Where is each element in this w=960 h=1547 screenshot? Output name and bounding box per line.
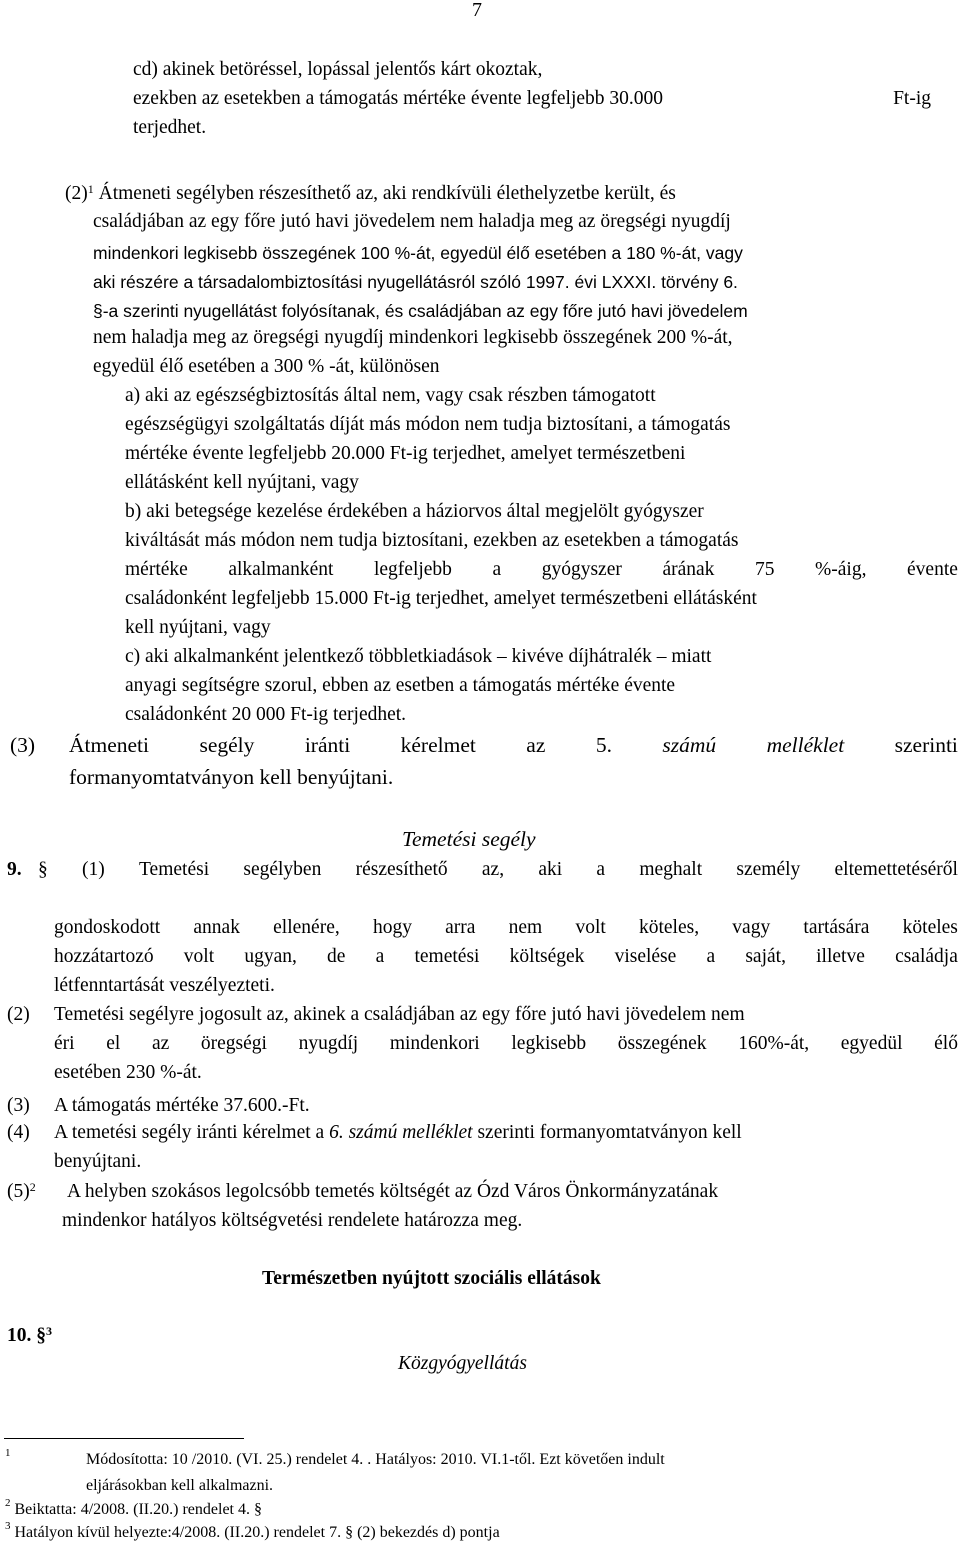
para-2-line-6: nem haladja meg az öregségi nyugdíj mindenkori legkisebb összegének 200 %-át, [93, 327, 733, 348]
para-2-line-2: családjában az egy főre jutó havi jövedelem nem haladja meg az öregségi nyugdíj [93, 211, 731, 232]
section-9-para-4-number: (4) [7, 1122, 30, 1143]
para-3-number: (3) [10, 733, 36, 757]
section-9-para-5-line-1: A helyben szokásos legolcsóbb temetés költségét az Ózd Város Önkormányzatának [67, 1181, 719, 1202]
section-9-line-4: létfenntartását veszélyezteti. [54, 975, 275, 996]
item-c-line-2: anyagi segítségre szorul, ebben az esetben a támogatás mértéke évente [125, 675, 676, 696]
footnote-ref-1: 1 [87, 182, 94, 196]
footnote-1-line-1: $^1$ Módosította: 10 /2010. (VI. 25.) rendelet 4. . Hatályos: 2010. VI.1-től. Ezt követően indult [5, 1447, 665, 1468]
para-2-number: (2) [65, 183, 88, 204]
section-9-para-2-line-3: esetében 230 %-át. [54, 1062, 202, 1083]
section-9-para-3-text: A támogatás mértéke 37.600.-Ft. [54, 1095, 310, 1116]
footnote-ref-2: 2 [29, 1180, 36, 1194]
para-2-text-1: Átmeneti segélyben részesíthető az, aki rendkívüli élethelyzetbe került, és [93, 183, 676, 204]
section-9-para-2-line-2: éri el az öregségi nyugdíj mindenkori legkisebb összegének 160%-át, egyedül élő [54, 1033, 958, 1054]
item-a-line-4: ellátásként kell nyújtani, vagy [125, 472, 359, 493]
para-2-line-4: aki részére a társadalombiztosítási nyugellátásról szóló 1997. évi LXXXI. törvény 6. [93, 272, 738, 292]
heading-temetesi-segely: Temetési segély [402, 827, 536, 851]
para-2-line-7: egyedül élő esetében a 300 % -át, különösen [93, 356, 440, 377]
item-cd-line-2-text: ezekben az esetekben a támogatás mértéke évente legfeljebb 30.000 [133, 88, 664, 109]
section-9-para-2-line-1: Temetési segélyre jogosult az, akinek a családjában az egy főre jutó havi jövedelem nem [54, 1004, 745, 1025]
section-9-number: 9. [7, 859, 22, 880]
footnote-2: $^2$ Beiktatta: 4/2008. (II.20.) rendelet 4. § [5, 1497, 262, 1518]
item-b-line-5: kell nyújtani, vagy [125, 617, 271, 638]
section-9-line-1: § (1) Temetési segélyben részesíthető az, aki a meghalt személy eltemettetéséről [38, 859, 958, 880]
section-9-para-5-number: $(5)^2$ [7, 1180, 36, 1202]
para-3-line-2: formanyomtatványon kell benyújtani. [69, 765, 394, 789]
item-b-line-3: mértéke alkalmanként legfeljebb a gyógyszer árának 75 %-áig, évente [125, 559, 958, 580]
heading-kozgyogyellatas: Közgyógyellátás [398, 1353, 527, 1374]
footnote-separator [4, 1438, 244, 1439]
item-a-line-2: egészségügyi szolgáltatás díját más módon nem tudja biztosítani, a támogatás [125, 414, 731, 435]
section-9-line-3: hozzátartozó volt ugyan, de a temetési költségek viselése a saját, illetve családja [54, 946, 958, 967]
section-9-para-4-line-1: A temetési segély iránti kérelmet a 6. számú melléklet szerinti formanyomtatványon kell [54, 1122, 742, 1143]
page-number: 7 [472, 0, 482, 21]
item-cd-line-1: cd) akinek betöréssel, lopással jelentős kárt okoztak, [133, 59, 543, 80]
para-2-line-1 [65, 182, 676, 206]
item-a-line-3: mértéke évente legfeljebb 20.000 Ft-ig terjedhet, amelyet természetbeni [125, 443, 686, 464]
item-c-line-3: családonként 20 000 Ft-ig terjedhet. [125, 704, 407, 725]
footnote-1-line-2: eljárásokban kell alkalmazni. [86, 1477, 274, 1494]
item-a-line-1: a) aki az egészségbiztosítás által nem, vagy csak részben támogatott [125, 385, 656, 406]
footnote-3: $^3$ Hatályon kívül helyezte:4/2008. (II.20.) rendelet 7. § (2) bekezdés d) pontja [5, 1520, 500, 1541]
para-2-line-5: §-a szerinti nyugellátást folyósítanak, és családjában az egy főre jutó havi jövedelem [93, 301, 748, 321]
section-9-para-3-number: (3) [7, 1095, 30, 1116]
item-cd-line-2 [133, 87, 931, 111]
item-b-line-4: családonként legfeljebb 15.000 Ft-ig terjedhet, amelyet természetbeni ellátásként [125, 588, 757, 609]
item-cd-line-3: terjedhet. [133, 117, 207, 138]
section-9-para-4-line-2: benyújtani. [54, 1151, 142, 1172]
para-3-line-1: Átmeneti segély iránti kérelmet az 5. számú melléklet szerinti [69, 733, 958, 757]
section-9-line-2: gondoskodott annak ellenére, hogy arra nem volt köteles, vagy tartására köteles [54, 917, 958, 938]
para-2-line-3: mindenkori legkisebb összegének 100 %-át, egyedül élő esetében a 180 %-át, vagy [93, 243, 743, 263]
item-b-line-2: kiváltását más módon nem tudja biztosítani, ezekben az esetekben a támogatás [125, 530, 739, 551]
item-cd-line-2-end: Ft-ig [893, 88, 931, 109]
footnote-ref-3: 3 [46, 1324, 52, 1338]
section-9-para-5-line-2: mindenkor hatályos költségvetési rendelete határozza meg. [62, 1210, 523, 1231]
item-c-line-1: c) aki alkalmanként jelentkező többletkiadások – kivéve díjhátralék – miatt [125, 646, 712, 667]
item-b-line-1: b) aki betegsége kezelése érdekében a háziorvos által megjelölt gyógyszer [125, 501, 704, 522]
section-10-number: 10. §$^3$ [7, 1324, 52, 1346]
section-9-para-2-number: (2) [7, 1004, 30, 1025]
heading-termeszetben-nyujtott: Természetben nyújtott szociális ellátások [262, 1268, 601, 1289]
